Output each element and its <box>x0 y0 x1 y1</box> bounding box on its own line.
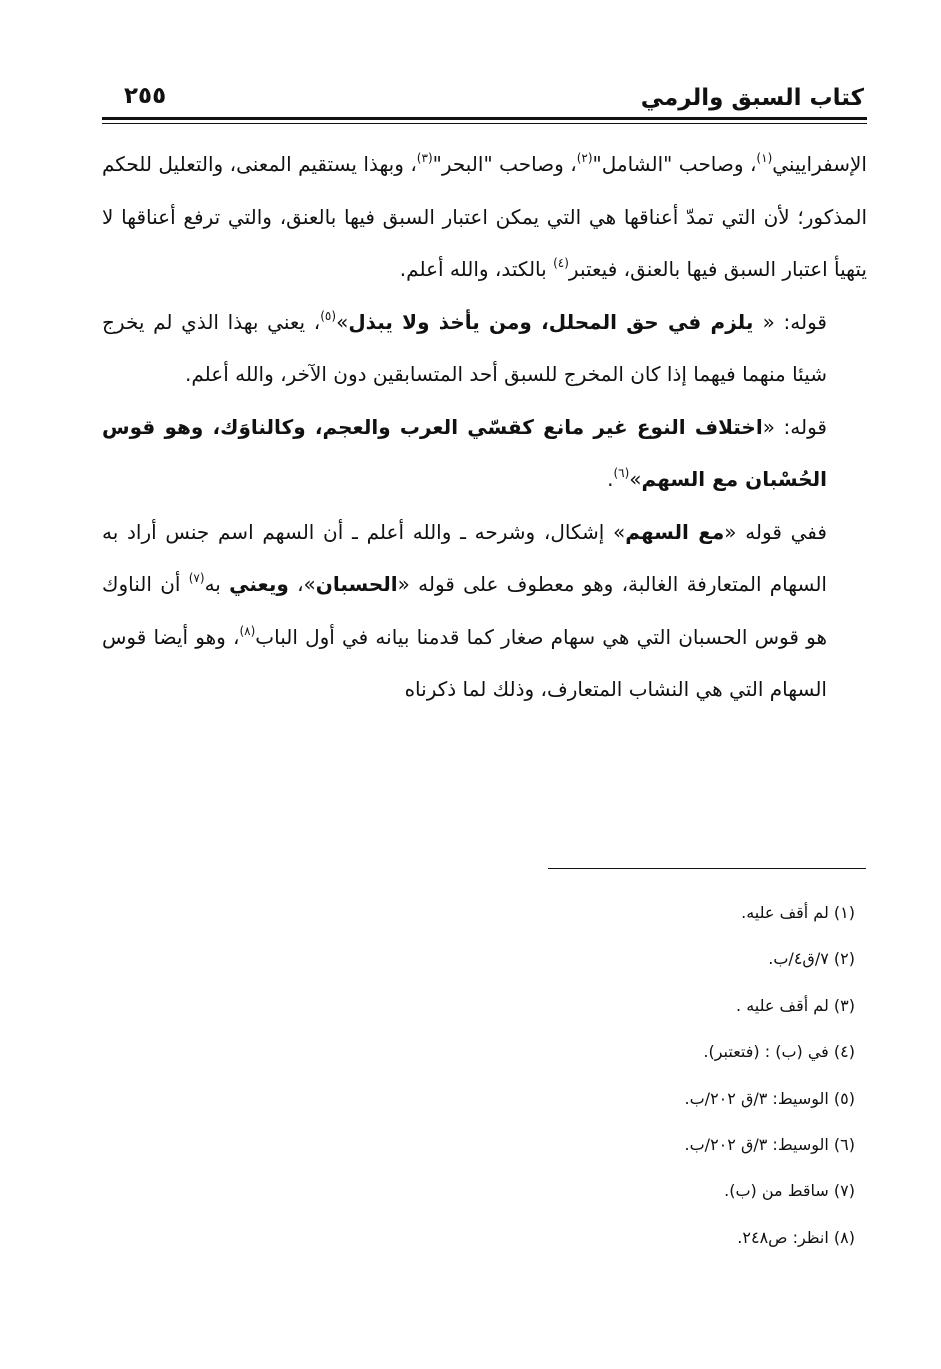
footnote-ref-2: (٢) <box>576 151 593 165</box>
paragraph-2 <box>102 296 867 401</box>
footnote-ref-4: (٤) <box>553 256 569 270</box>
text-run: قوله: « <box>762 309 827 334</box>
text-run: » <box>336 309 349 334</box>
paragraph-4 <box>102 506 867 716</box>
header-rule-thin <box>102 123 867 124</box>
footnote-ref-3: (٣) <box>416 151 433 165</box>
footnote-2: (٢) ٧/ق٤/ب. <box>768 949 855 969</box>
footnote-ref-6: (٦) <box>613 466 630 480</box>
text-run: ، يعني بهذا الذي لم يخرج شيئا منهما فيهما إذا كان المخرج للسبق أحد المتسابقين دون الآخر، والله أعلم. <box>102 309 827 386</box>
main-text <box>102 138 867 716</box>
text-run: » إشكال، وشرحه ـ والله أعلم ـ أن السهم اسم جنس أراد به السهام المتعارفة الغالبة، وهو معطوف على قوله « <box>102 519 827 596</box>
text-run: ففي قوله « <box>724 519 827 544</box>
paragraph-1 <box>102 138 867 296</box>
page-header <box>100 78 870 118</box>
footnote-6: (٦) الوسيط: ٣/ق ٢٠٢/ب. <box>684 1135 855 1155</box>
quoted-term: الحسبان <box>315 572 398 596</box>
text-run: ، وبهذا يستقيم المعنى، والتعليل للحكم المذكور؛ لأن التي تمدّ أعناقها هي التي يمكن اعتبار السبق فيها بالعنق، والتي ترفع أعناقها لا يتهيأ اعتبار السبق فيها بالعنق، فيعتبر <box>102 152 867 281</box>
text-run: ، وصاحب "الشامل" <box>592 152 757 176</box>
text-run: »، <box>288 572 316 596</box>
footnote-ref-5: (٥) <box>320 308 337 323</box>
page-number: ٢٥٥ <box>124 83 167 109</box>
text-run: ، وهو أيضا قوس السهام التي هي النشاب المتعارف، وذلك لما ذكرناه <box>102 624 827 701</box>
text-run: قوله: « <box>762 414 827 439</box>
footnote-4: (٤) في (ب) : (فتعتبر). <box>703 1042 855 1062</box>
text-run: ، وصاحب "البحر" <box>432 152 577 176</box>
bold-word: ويعني <box>229 572 289 596</box>
footnote-ref-1: (١) <box>756 151 773 165</box>
text-run: . <box>607 467 614 491</box>
text-run: بالكتد، والله أعلم. <box>399 257 554 281</box>
footnote-3: (٣) لم أقف عليه . <box>736 995 855 1015</box>
header-rule-thick <box>102 117 867 120</box>
text-run: » <box>629 467 642 491</box>
quoted-term: مع السهم <box>625 519 725 544</box>
text-run: به <box>204 572 230 596</box>
paragraph-3 <box>102 401 867 506</box>
quoted-matn: اختلاف النوع غير مانع كقسّي العرب والعجم، وكالناوَك، وهو قوس الحُسْبان مع السهم <box>102 414 827 491</box>
footnote-ref-7: (٧) <box>188 571 205 585</box>
footnote-ref-8: (٨) <box>239 623 256 638</box>
text-run: الإسفراييني <box>772 152 867 176</box>
footnote-separator <box>548 868 866 869</box>
text-run: أن الناوك هو قوس الحسبان التي هي سهام صغار كما قدمنا بيانه في أول الباب <box>102 572 828 649</box>
footnote-8: (٨) انظر: ص٢٤٨. <box>737 1227 855 1247</box>
quoted-matn: يلزم في حق المحلل، ومن يأخذ ولا يبذل <box>348 309 763 334</box>
running-title: كتاب السبق والرمي <box>640 85 864 111</box>
footnotes <box>455 890 855 1261</box>
footnote-1: (١) لم أقف عليه. <box>741 903 855 922</box>
footnote-5: (٥) الوسيط: ٣/ق ٢٠٢/ب. <box>684 1088 855 1108</box>
footnote-7: (٧) ساقط من (ب). <box>724 1181 855 1201</box>
